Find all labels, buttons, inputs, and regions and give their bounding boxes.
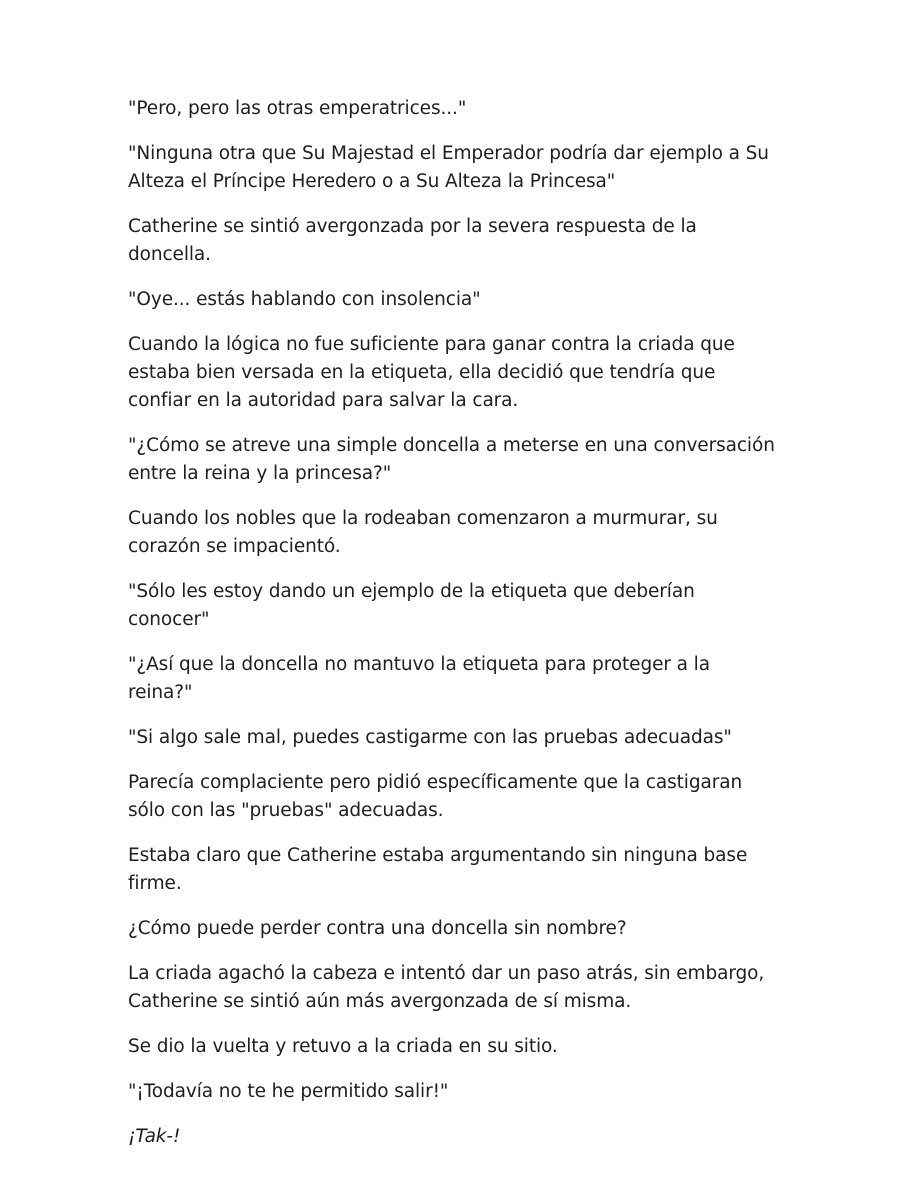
paragraph: "Sólo les estoy dando un ejemplo de la etiqueta que deberían conocer": [128, 581, 695, 630]
document-body: [128, 95, 778, 1168]
sound-effect-paragraph: ¡Tak-!: [128, 1126, 181, 1147]
paragraph: Estaba claro que Catherine estaba argumentando sin ninguna base firme.: [128, 845, 748, 894]
paragraph: "Oye... estás hablando con insolencia": [128, 289, 481, 310]
paragraph: "Pero, pero las otras emperatrices...": [128, 98, 467, 119]
paragraph: Parecía complaciente pero pidió específicamente que la castigaran sólo con las "pruebas" adecuadas.: [128, 772, 743, 821]
paragraph: "¿Así que la doncella no mantuvo la etiqueta para proteger a la reina?": [128, 654, 710, 703]
paragraph: "Si algo sale mal, puedes castigarme con las pruebas adecuadas": [128, 727, 732, 748]
paragraph: ¿Cómo puede perder contra una doncella sin nombre?: [128, 918, 627, 939]
paragraph: Catherine se sintió avergonzada por la severa respuesta de la doncella.: [128, 216, 697, 265]
paragraph: "¿Cómo se atreve una simple doncella a meterse en una conversación entre la reina y la princesa?": [128, 435, 775, 484]
paragraph: Cuando los nobles que la rodeaban comenzaron a murmurar, su corazón se impacientó.: [128, 508, 718, 557]
paragraph: "Ninguna otra que Su Majestad el Emperador podría dar ejemplo a Su Alteza el Príncipe Heredero o a Su Alteza la Princesa": [128, 143, 769, 192]
paragraph: Se dio la vuelta y retuvo a la criada en su sitio.: [128, 1036, 558, 1057]
paragraph: Cuando la lógica no fue suficiente para ganar contra la criada que estaba bien versada en la etiqueta, ella decidió que tendría que confiar en la autoridad para salvar la cara.: [128, 334, 735, 411]
paragraph: La criada agachó la cabeza e intentó dar un paso atrás, sin embargo, Catherine se sintió aún más avergonzada de sí misma.: [128, 963, 765, 1012]
paragraph: "¡Todavía no te he permitido salir!": [128, 1081, 449, 1102]
